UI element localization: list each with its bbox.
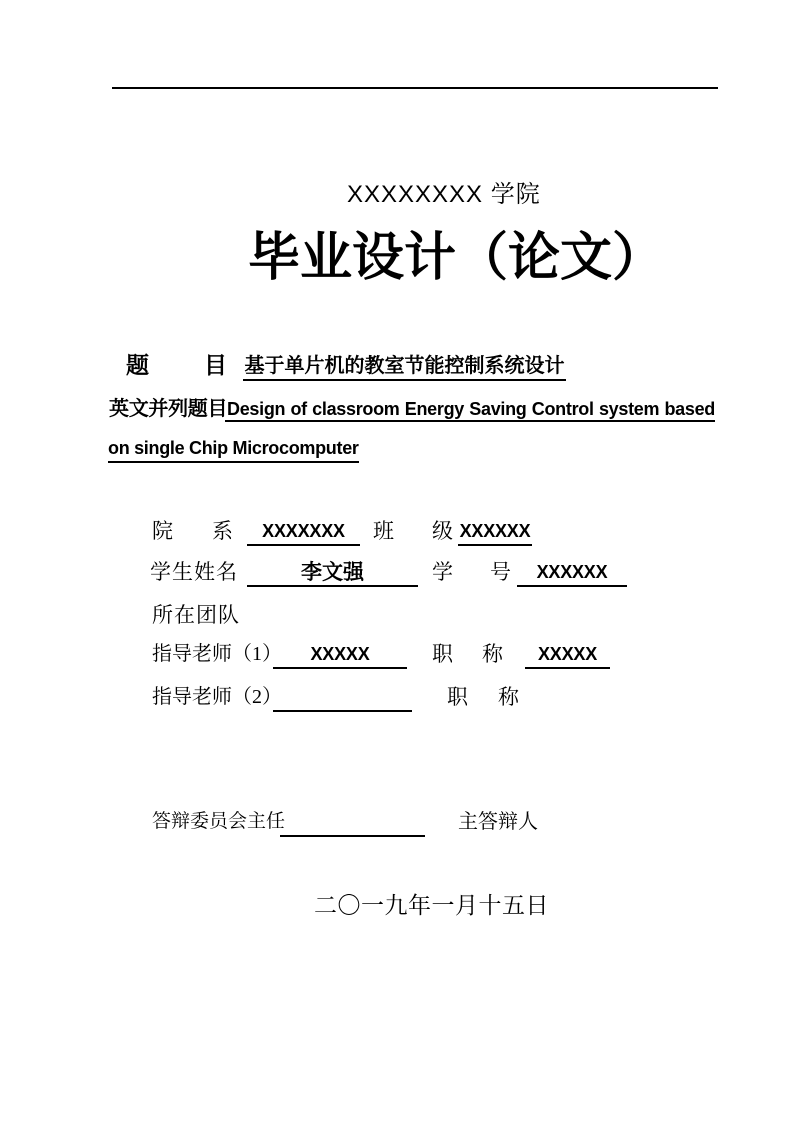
date-line: 二〇一九年一月十五日: [314, 893, 549, 918]
advisor2-value: [273, 684, 412, 712]
main-respondent-label: 主答辩人: [458, 811, 538, 833]
advisor1-title-label-char-2: 称: [482, 642, 503, 666]
advisor1-label: 指导老师（1）: [152, 643, 282, 665]
advisor2-title-label-char-1: 职: [447, 685, 468, 709]
team-label: 所在团队: [152, 603, 240, 627]
advisor2-row: [0, 684, 793, 710]
department-label-char-2: 系: [212, 519, 233, 543]
main-title: 毕业设计（论文）: [248, 230, 665, 287]
advisor1-title-value: XXXXX: [525, 641, 610, 669]
committee-chair-label: 答辩委员会主任: [152, 811, 286, 832]
student-name-label: 学生姓名: [150, 560, 238, 584]
advisor1-row: [0, 641, 793, 667]
title-label-char-2: 目: [204, 353, 227, 378]
english-title-label: 英文并列题目: [109, 398, 228, 420]
team-row: [0, 602, 793, 628]
committee-chair-value: [280, 809, 425, 837]
student-name-value: 李文强: [247, 559, 418, 587]
department-class-row: [0, 518, 793, 544]
student-id-value: XXXXXX: [517, 559, 627, 587]
class-value: XXXXXX: [458, 518, 532, 546]
advisor1-title-label-char-1: 职: [432, 642, 453, 666]
advisor2-label: 指导老师（2）: [152, 686, 282, 708]
title-value: 基于单片机的教室节能控制系统设计: [243, 353, 566, 381]
title-row: [0, 353, 793, 379]
english-title-line1: Design of classroom Energy Saving Control system based: [225, 396, 715, 422]
student-row: [0, 559, 793, 585]
advisor2-title-label-char-2: 称: [498, 685, 519, 709]
title-label-char-1: 题: [126, 353, 149, 378]
department-label-char-1: 院: [152, 519, 173, 543]
student-id-label-char-1: 学: [432, 560, 453, 584]
department-value: XXXXXXX: [247, 518, 360, 546]
class-label-char-2: 级: [432, 519, 453, 543]
student-id-label-char-2: 号: [490, 560, 511, 584]
committee-row: [0, 809, 793, 835]
class-label-char-1: 班: [373, 519, 394, 543]
school-name: XXXXXXXX 学院: [347, 181, 541, 208]
advisor1-value: XXXXX: [273, 641, 407, 669]
english-title-row: [0, 396, 793, 422]
english-title-line2: on single Chip Microcomputer: [108, 435, 359, 463]
header-rule: [112, 87, 718, 89]
english-title-row-2: [0, 435, 793, 461]
